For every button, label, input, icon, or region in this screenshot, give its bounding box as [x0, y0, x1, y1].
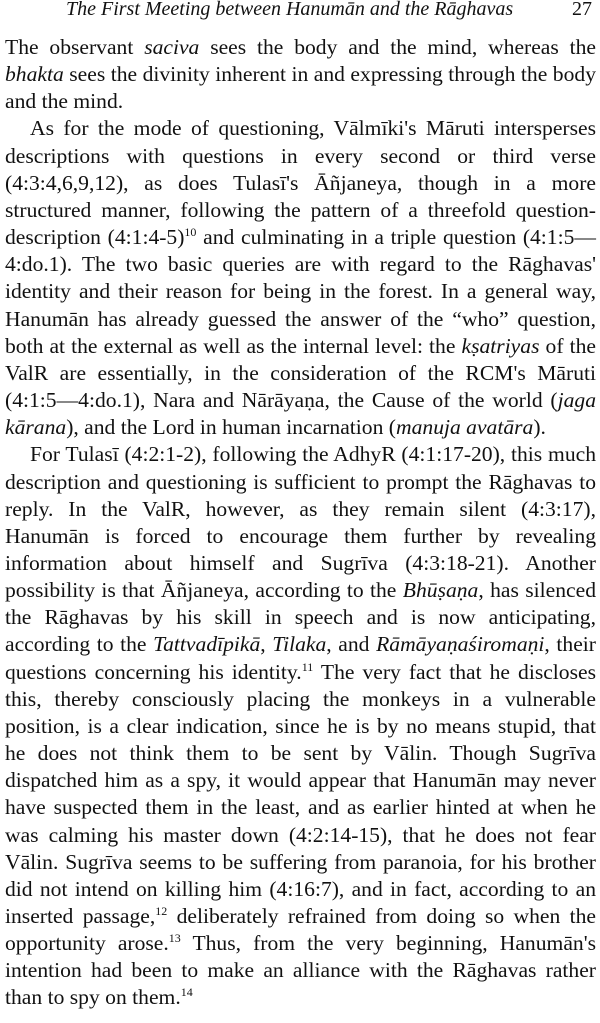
text-run: The very fact that he discloses this, thereby consciously placing the monkeys in a vulnerable position, is a clear indication, since he is by no means stupid, that he does not think them to be sent by Vālin. Though Sugrīva dispatched him as a spy, it would appear that Hanumān may never have suspected them in the least, and as earlier hinted at when he was calming his master down (4:2:14-15), that he does not fear Vālin. Sugrīva seems to be suffering from paranoia, for his brother did not intend on killing him (4:16:7), and in fact, according to an inserted passage,	[5, 659, 596, 928]
footnote-marker: 10	[184, 224, 197, 239]
italic-term: saciva	[144, 35, 200, 59]
italic-term: Tilaka	[272, 632, 327, 657]
italic-term: Bhūṣaṇa	[402, 578, 479, 603]
italic-term: kṣatriyas	[461, 333, 540, 358]
italic-term: manuja avatāra	[396, 415, 534, 440]
page-number: 27	[572, 0, 592, 20]
running-head	[5, 0, 596, 30]
text-run: , and	[326, 632, 377, 657]
italic-term: Rāmāyaṇaśiromaṇi	[376, 632, 545, 657]
paragraph	[5, 441, 596, 1011]
text-run: ,	[260, 632, 273, 657]
italic-term: bhakta	[5, 62, 64, 87]
text-run: As for the mode of questioning, Vālmīki's Māruti intersperses descriptions with questions in every second or third verse (4:3:4,6,9,12), as does Tulasī's Āñjaneya, though in a more structured manner, following the pattern of a threefold question-description (4:1:4-5)	[5, 116, 596, 250]
text-run: ), and the Lord in human incarnation (	[66, 415, 396, 440]
paragraph	[5, 115, 596, 441]
text-run: and culminating in a triple question (4:1:5—4:do.1). The two basic queries are with regard to the Rāghavas' identity and their reason for being in the forest. In a general way, Hanumān has already guessed the answer of the “who” question, both at the external as well as the internal level: the	[5, 225, 596, 358]
text-run: , has silenced the Rāghavas by his skill in speech and is now anticipating, according to the	[5, 578, 596, 657]
running-title: The First Meeting between Hanumān and the Rāghavas	[66, 0, 514, 20]
text-run: , their questions concerning his identity.	[5, 632, 596, 684]
paragraph	[5, 34, 596, 115]
text-run: sees the body and the mind, whereas the	[199, 35, 596, 59]
text-run: sees the divinity inherent in and expressing through the body and the mind.	[5, 62, 596, 114]
text-run: deliberately refrained from doing so when the opportunity arose.	[5, 904, 596, 956]
footnote-marker: 12	[155, 903, 168, 918]
text-run: of the ValR are essentially, in the consideration of the RCM's Māruti (4:1:5—4:do.1), Nara and Nārāyaṇa, the Cause of the world (	[5, 333, 596, 413]
text-run: ).	[533, 415, 546, 440]
italic-term: jaga kārana	[5, 388, 596, 440]
text-run: Thus, from the very beginning, Hanumān's intention had been to make an alliance with the Rāghavas rather than to spy on them.	[5, 931, 596, 1010]
italic-term: Tattvadīpikā	[153, 632, 261, 657]
footnote-marker: 11	[301, 659, 314, 674]
body-text	[5, 34, 596, 1012]
text-run: The observant	[5, 35, 145, 59]
footnote-marker: 14	[180, 985, 193, 1000]
footnote-marker: 13	[168, 930, 181, 945]
text-run: For Tulasī (4:2:1-2), following the AdhyR (4:1:17-20), this much description and questioning is sufficient to prompt the Rāghavas to reply. In the ValR, however, as they remain silent (4:3:17), Hanumān is forced to encourage them further by revealing information about himself and Sugrīva (4:3:18-21). Another possibility is that Āñjaneya, according to the	[5, 442, 596, 603]
